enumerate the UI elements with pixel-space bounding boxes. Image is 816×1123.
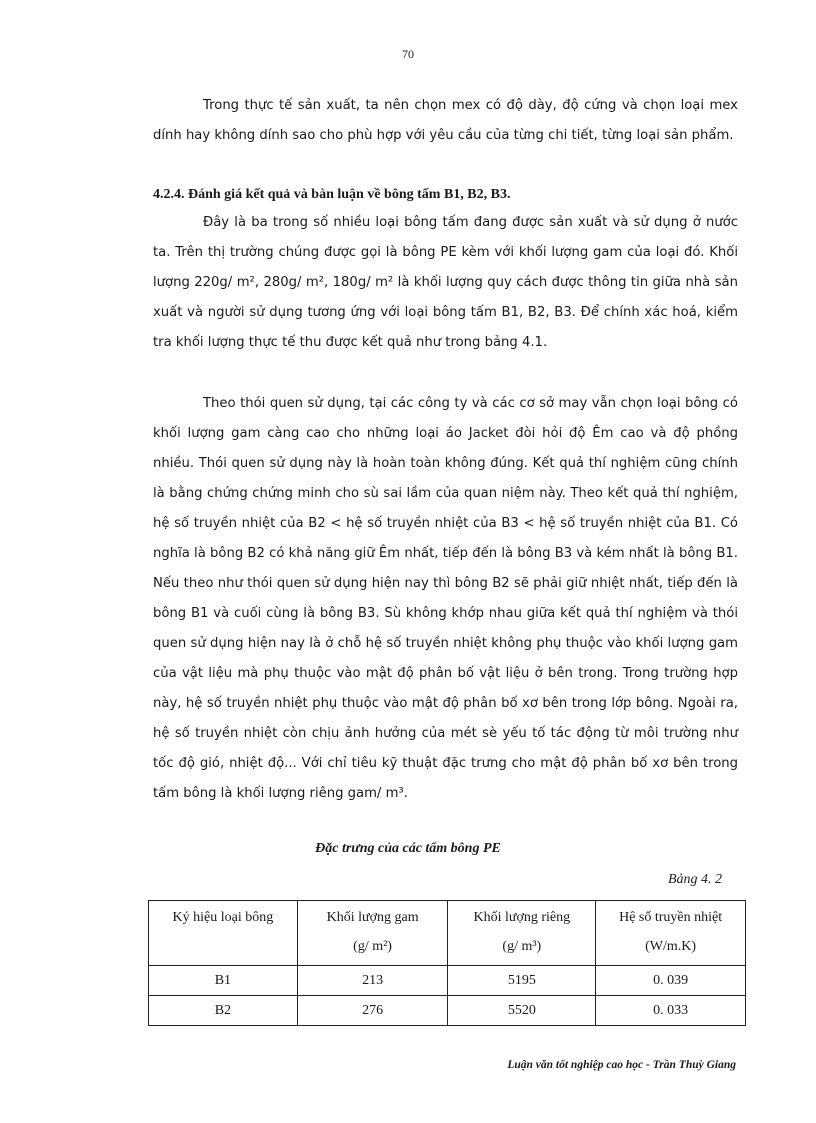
paragraph-text: Trong thực tế sản xuất, ta nên chọn mex có độ dày, độ cứng và chọn loại mex dính hay không dính sao cho phù hợp với yêu cầu của từng chi tiết, từng loại sản phẩm. — [153, 98, 738, 143]
paragraph-batting-intro — [153, 208, 738, 358]
table-label: Bảng 4. 2 — [668, 872, 723, 887]
header-unit: (g/ m²) — [353, 939, 392, 954]
paragraph-text: Đây là ba trong số nhiều loại bông tấm đang được sản xuất và sử dụng ở nước ta. Trên thị trường chúng được gọi là bông PE kèm với khối lượng gam của loại đó. Khối lượng 220g/ m², 280g/ m², 180g/ m² là khối lượng quy cách được thông tin giữa nhà sản xuất và người sử dụng tương ứng với loại bông tấm B1, B2, B3. Để chính xác hoá, kiểm tra khối lượng thực tế thu được kết quả như trong bảng 4.1. — [153, 215, 738, 350]
table-cell: 0. 039 — [596, 966, 746, 996]
table-cell: 0. 033 — [596, 996, 746, 1026]
header-mass-per-area — [297, 901, 448, 966]
table-cell: 5195 — [448, 966, 596, 996]
header-heat-transfer — [596, 901, 746, 966]
table-cell: 5520 — [448, 996, 596, 1026]
table-title: Đặc trưng của các tấm bông PE — [315, 841, 501, 856]
table-header-row — [149, 901, 746, 966]
table-row — [149, 996, 746, 1026]
header-line: Hệ số truyền nhiệt — [619, 910, 723, 925]
table-row — [149, 966, 746, 996]
paragraph-discussion — [153, 389, 738, 809]
page-footer: Luận văn tốt nghiệp cao học - Trần Thuỳ Giang — [507, 1059, 736, 1071]
paragraph-text: Theo thói quen sử dụng, tại các công ty và các cơ sở may vẫn chọn loại bông có khối lượng gam càng cao cho những loại áo Jacket đòi hỏi độ Êm cao và độ phồng nhiều. Thói quen sử dụng này là hoàn toàn không đúng. Kết quả thí nghiệm cũng chính là bằng chứng chứng minh cho sù sai lầm của quan niệm này. Theo kết quả thí nghiệm, hệ số truyền nhiệt của B2 < hệ số truyền nhiệt của B3 < hệ số truyền nhiệt của B1. Có nghĩa là bông B2 có khả năng giữ Êm nhất, tiếp đến là bông B3 và kém nhất là bông B1. Nếu theo như thói quen sử dụng hiện nay thì bông B2 sẽ phải giữ nhiệt nhất, tiếp đến là bông B1 và cuối cùng là bông B3. Sù không khớp nhau giữa kết quả thí nghiệm và thói quen sử dụng hiện nay là ở chỗ hệ số truyền nhiệt không phụ thuộc vào khối lượng gam của vật liệu mà phụ thuộc vào mật độ phân bố vật liệu ở bên trong. Trong trường hợp này, hệ số truyền nhiệt phụ thuộc vào mật độ phân bố xơ bên trong lớp bông. Ngoài ra, hệ số truyền nhiệt còn chịu ảnh hưởng của mét sè yếu tố tác động từ môi trường như tốc độ gió, nhiệt độ... Với chỉ tiêu kỹ thuật đặc trưng cho mật độ phân bố xơ bên trong tấm bông là khối lượng riêng gam/ m³. — [153, 396, 738, 801]
table-cell: 276 — [297, 996, 448, 1026]
header-unit: (W/m.K) — [645, 939, 697, 954]
table-cell: B2 — [149, 996, 298, 1026]
paragraph-interfacing-choice — [153, 91, 738, 151]
header-line: Khối lượng riêng — [473, 910, 571, 925]
header-line: Ký hiệu loại bông — [172, 910, 274, 925]
section-heading: 4.2.4. Đánh giá kết quả và bàn luận về bông tấm B1, B2, B3. — [153, 187, 511, 202]
header-batting-type — [149, 901, 298, 966]
header-density — [448, 901, 596, 966]
table-cell: 213 — [297, 966, 448, 996]
page-number: 70 — [402, 47, 414, 61]
header-line: Khối lượng gam — [326, 910, 419, 925]
table-cell: B1 — [149, 966, 298, 996]
batting-properties-table — [148, 900, 746, 1026]
header-unit: (g/ m³) — [502, 939, 542, 954]
